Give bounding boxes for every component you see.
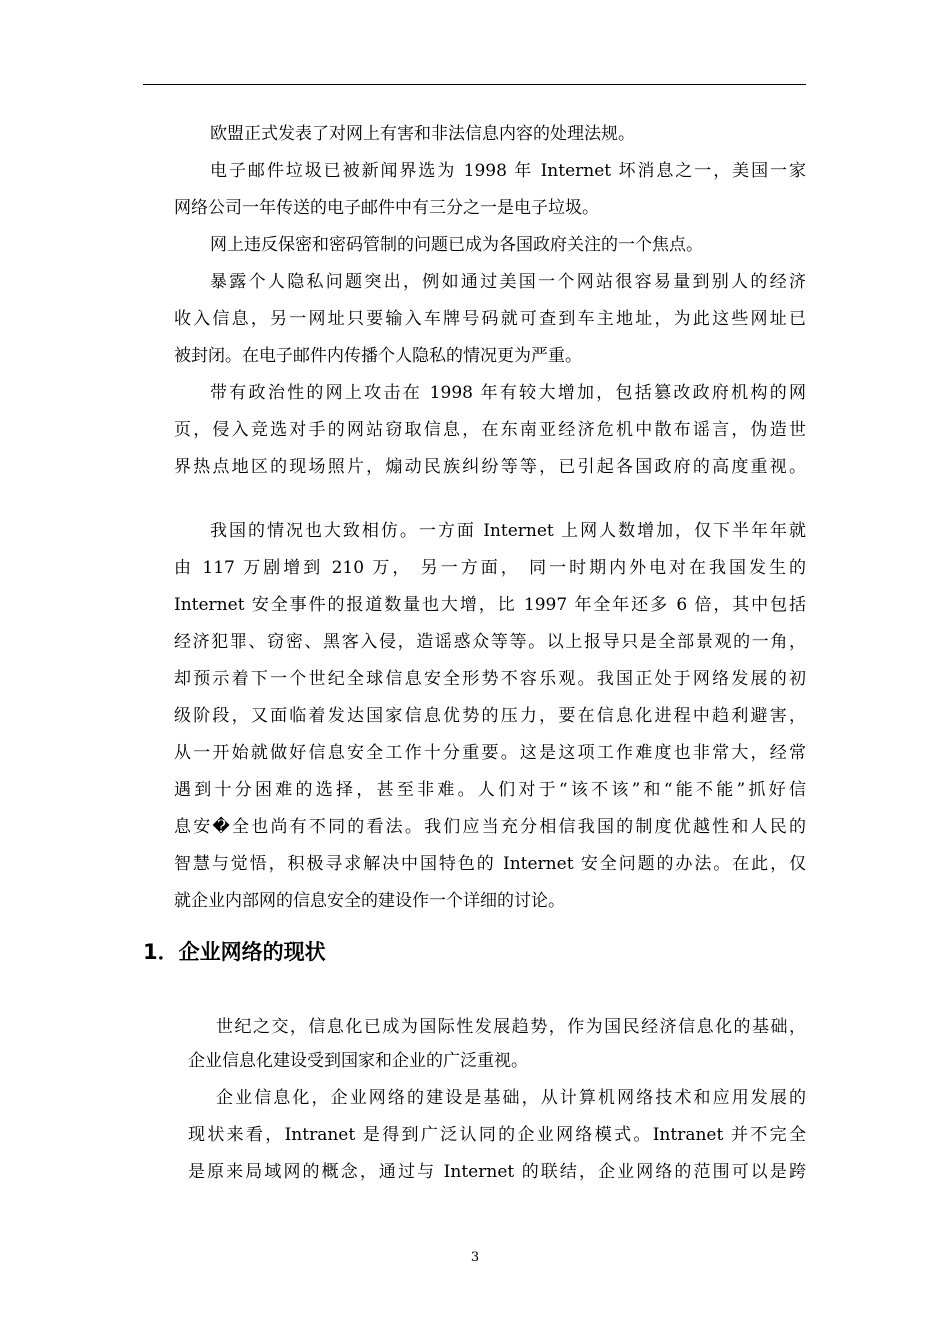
- header-rule: [143, 84, 806, 85]
- text-line: 就企业内部网的信息安全的建设作一个详细的讨论。: [174, 891, 565, 911]
- text-line: 网上违反保密和密码管制的问题已成为各国政府关注的一个焦点。: [210, 235, 703, 255]
- text-line: 世纪之交，信息化已成为国际性发展趋势，作为国民经济信息化的基础，: [216, 1017, 806, 1037]
- text-line: 经济犯罪、窃密、黑客入侵，造谣惑众等等。以上报导只是全部景观的一角，: [174, 632, 806, 652]
- section-heading: 1．企业网络的现状: [143, 940, 326, 964]
- text-line: 带有政治性的网上攻击在 1998 年有较大增加，包括篡改政府机构的网: [210, 383, 806, 403]
- text-line: 是原来局域网的概念，通过与 Internet 的联结，企业网络的范围可以是跨: [188, 1162, 806, 1182]
- text-line: 暴露个人隐私问题突出，例如通过美国一个网站很容易量到别人的经济: [210, 272, 806, 292]
- text-line: 智慧与觉悟，积极寻求解决中国特色的 Internet 安全问题的办法。在此，仅: [174, 854, 806, 874]
- text-line: 息安�全也尚有不同的看法。我们应当充分相信我国的制度优越性和人民的: [174, 817, 806, 837]
- text-line: 企业信息化，企业网络的建设是基础，从计算机网络技术和应用发展的: [216, 1088, 806, 1108]
- text-line: Internet 安全事件的报道数量也大增，比 1997 年全年还多 6 倍，其中包括: [174, 595, 806, 615]
- text-line: 从一开始就做好信息安全工作十分重要。这是这项工作难度也非常大，经常: [174, 743, 806, 763]
- text-line: 界热点地区的现场照片，煽动民族纠纷等等，已引起各国政府的高度重视。: [174, 457, 806, 477]
- text-line: 被封闭。在电子邮件内传播个人隐私的情况更为严重。: [174, 346, 582, 366]
- text-line: 页，侵入竞选对手的网站窃取信息，在东南亚经济危机中散布谣言，伪造世: [174, 420, 806, 440]
- text-line: 遇到十分困难的选择，甚至非难。人们对于“该不该”和“能不能”抓好信: [174, 780, 806, 800]
- text-line: 收入信息，另一网址只要输入车牌号码就可查到车主地址，为此这些网址已: [174, 309, 806, 329]
- text-line: 级阶段，又面临着发达国家信息优势的压力，要在信息化进程中趋利避害，: [174, 706, 806, 726]
- text-line: 由 117 万剧增到 210 万， 另一方面， 同一时期内外电对在我国发生的: [174, 558, 806, 578]
- text-line: 现状来看，Intranet 是得到广泛认同的企业网络模式。Intranet 并不完全: [188, 1125, 806, 1145]
- text-line: 网络公司一年传送的电子邮件中有三分之一是电子垃圾。: [174, 198, 599, 218]
- page-number: 3: [470, 1250, 480, 1265]
- text-line: 欧盟正式发表了对网上有害和非法信息内容的处理法规。: [210, 124, 635, 144]
- text-line: 企业信息化建设受到国家和企业的广泛重视。: [188, 1051, 528, 1071]
- text-line: 我国的情况也大致相仿。一方面 Internet 上网人数增加，仅下半年年就: [210, 521, 806, 541]
- text-line: 却预示着下一个世纪全球信息安全形势不容乐观。我国正处于网络发展的初: [174, 669, 806, 689]
- text-line: 电子邮件垃圾已被新闻界选为 1998 年 Internet 坏消息之一，美国一家: [210, 161, 806, 181]
